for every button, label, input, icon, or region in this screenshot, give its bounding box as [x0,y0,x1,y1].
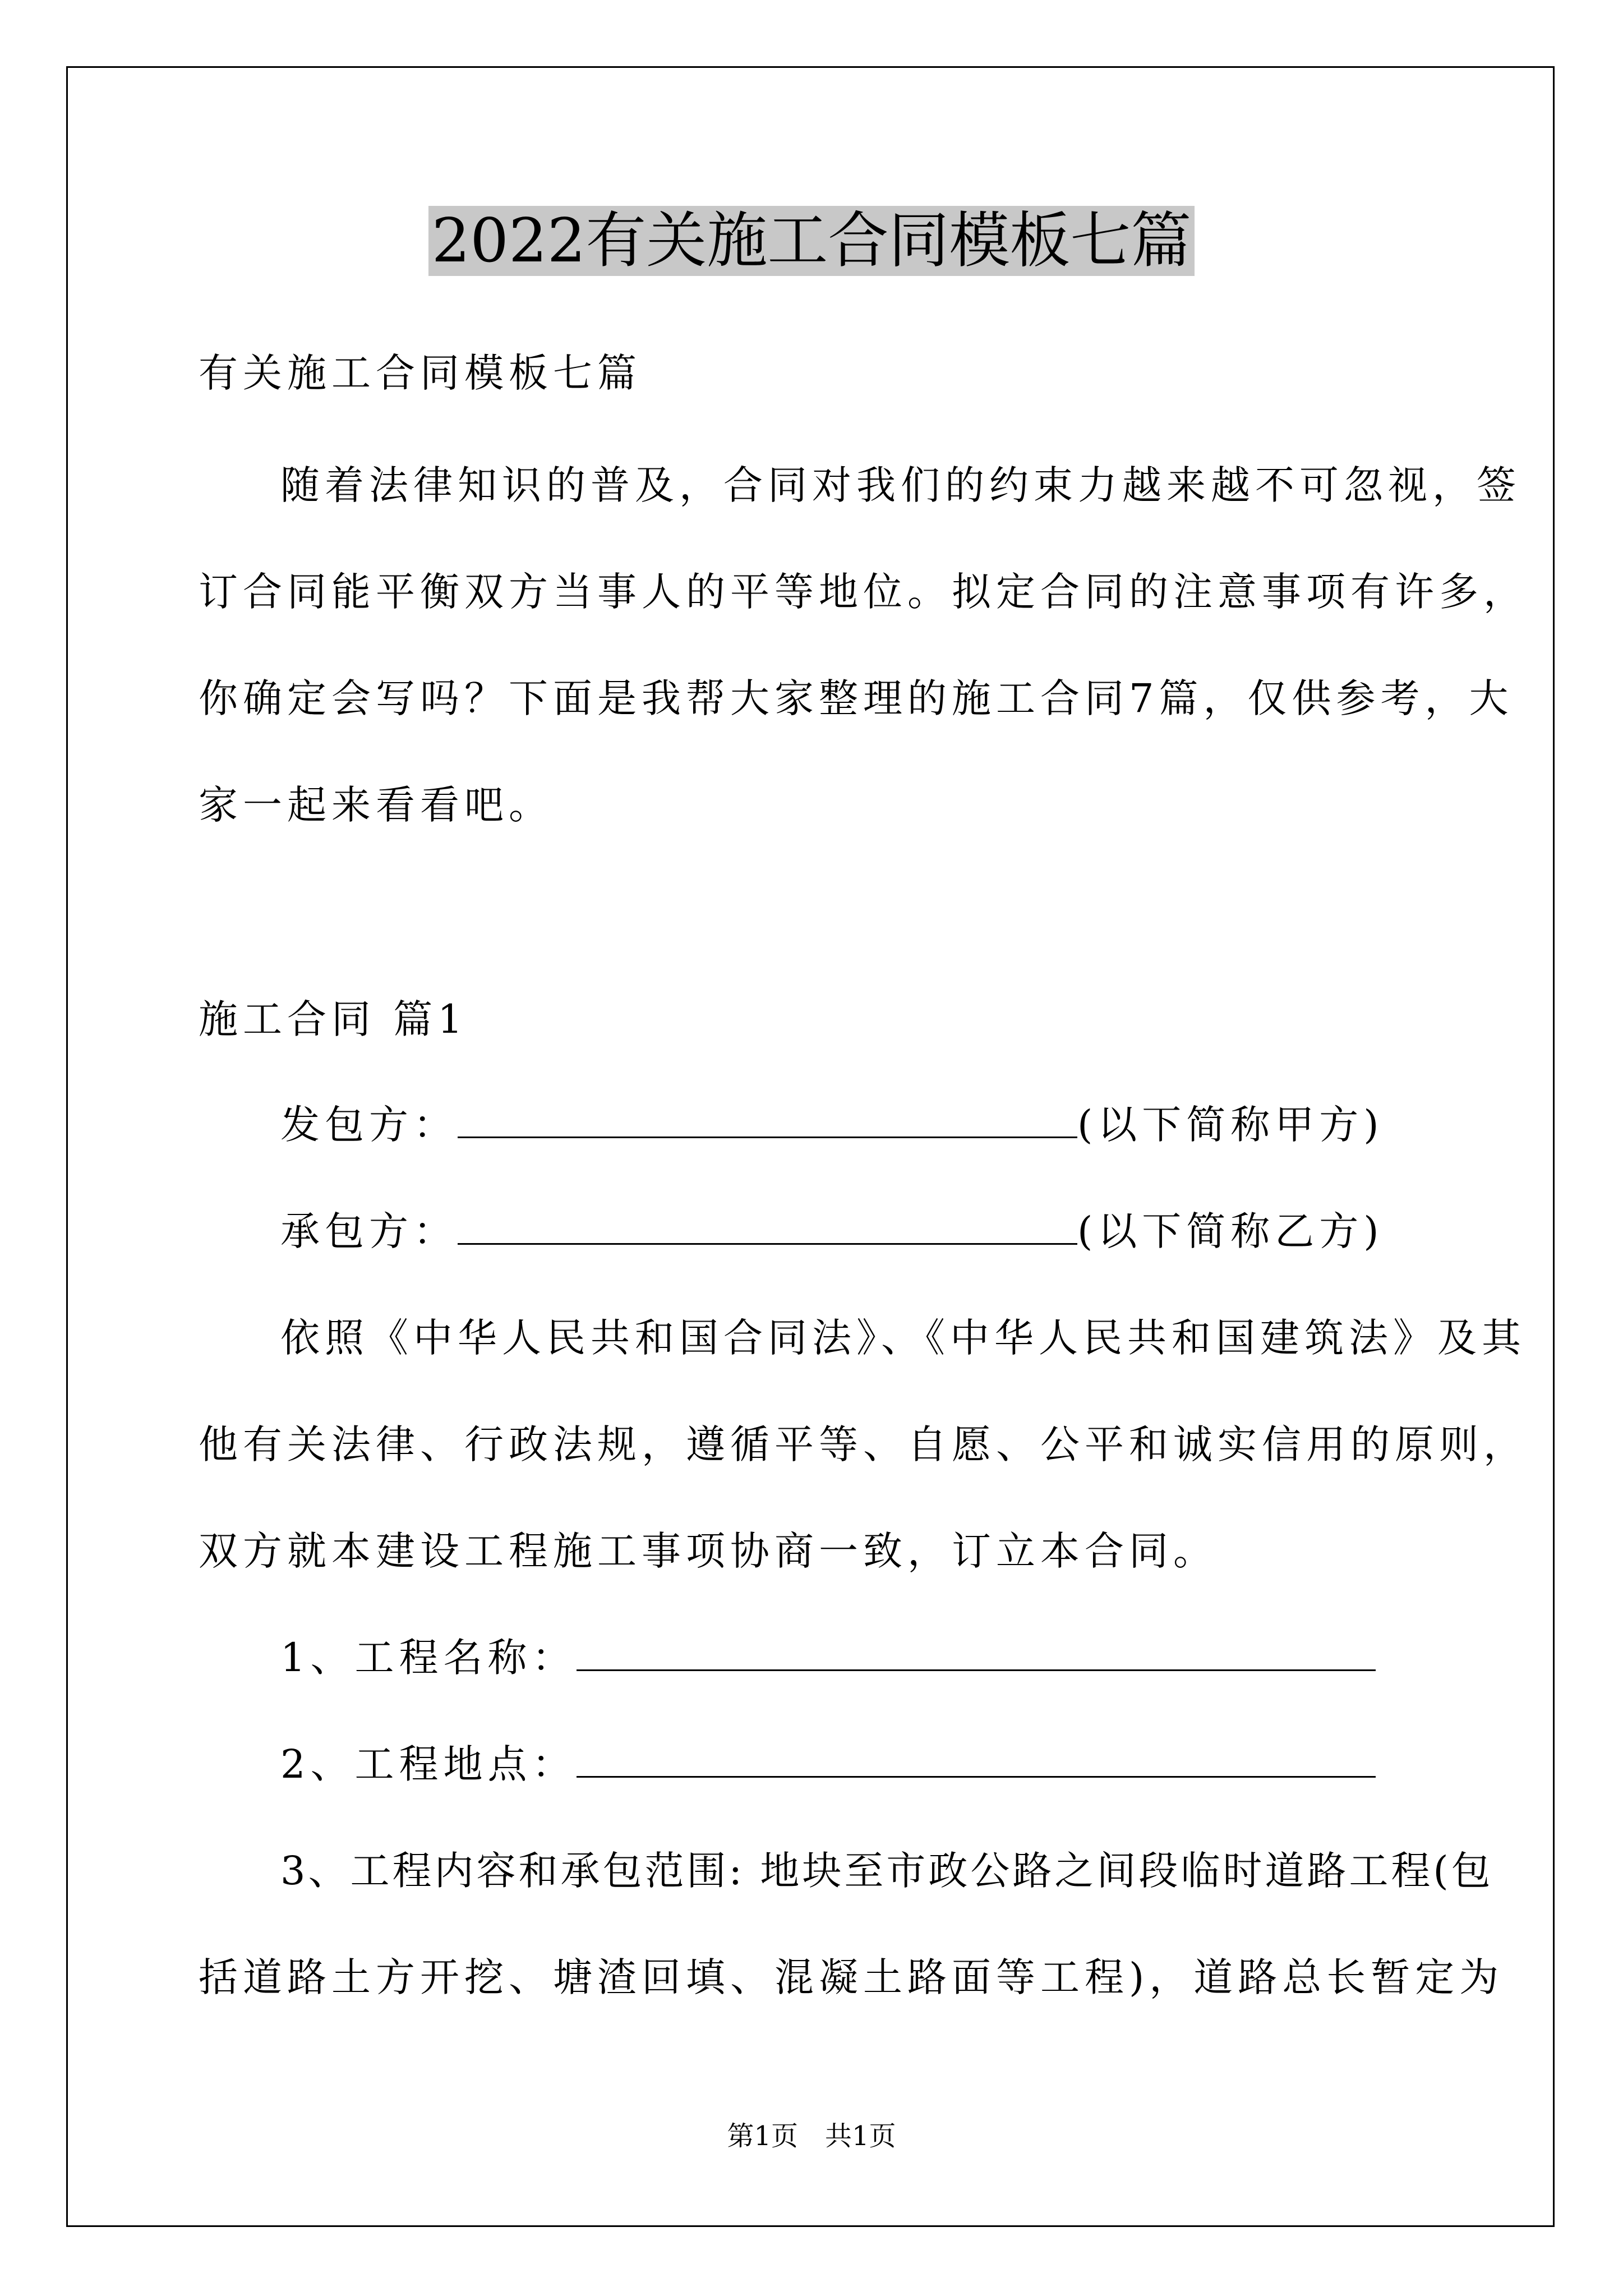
party-b-blank [458,1208,1077,1245]
document-subtitle: 有关施工合同模板七篇 [199,350,642,396]
party-b-label: 承包方： [280,1208,458,1254]
item-2-blank [577,1741,1376,1778]
page-indicator: 第1页 共1页 [727,2120,896,2152]
basis-line-1: 依照《中华人民共和国合同法》、《中华人民共和国建筑法》及其 [280,1315,1526,1361]
basis-line-2: 他有关法律、行政法规，遵循平等、自愿、公平和诚实信用的原则， [199,1421,1528,1467]
party-a-line [280,1099,1384,1150]
item-2-line [280,1739,1376,1789]
item-2-label: 2、工程地点： [280,1741,577,1787]
party-b-line [280,1206,1384,1257]
party-a-label: 发包方： [280,1102,458,1148]
basis-line-3: 双方就本建设工程施工事项协商一致，订立本合同。 [199,1528,1218,1574]
intro-line-4: 家一起来看看吧。 [199,782,553,828]
item-3-line-1: 3、工程内容和承包范围: 地块至市政公路之间段临时道路工程(包 [280,1848,1493,1894]
party-a-suffix: (以下简称甲方) [1077,1102,1384,1148]
item-1-label: 1、工程名称： [280,1635,577,1681]
document-title [0,199,1623,283]
item-1-blank [577,1635,1376,1671]
item-1-line [280,1632,1376,1683]
party-b-suffix: (以下简称乙方) [1077,1208,1384,1254]
document-title-text: 2022有关施工合同模板七篇 [428,206,1195,276]
intro-line-2: 订合同能平衡双方当事人的平等地位。拟定合同的注意事项有许多， [199,569,1528,615]
intro-line-1: 随着法律知识的普及，合同对我们的约束力越来越不可忽视，签 [280,462,1521,508]
section-heading: 施工合同 篇1 [199,996,468,1042]
item-3-line-2: 括道路土方开挖、塘渣回填、混凝土路面等工程)，道路总长暂定为 [199,1954,1504,2000]
party-a-blank [458,1102,1077,1138]
intro-line-3: 你确定会写吗？下面是我帮大家整理的施工合同7篇，仅供参考，大 [199,675,1514,721]
